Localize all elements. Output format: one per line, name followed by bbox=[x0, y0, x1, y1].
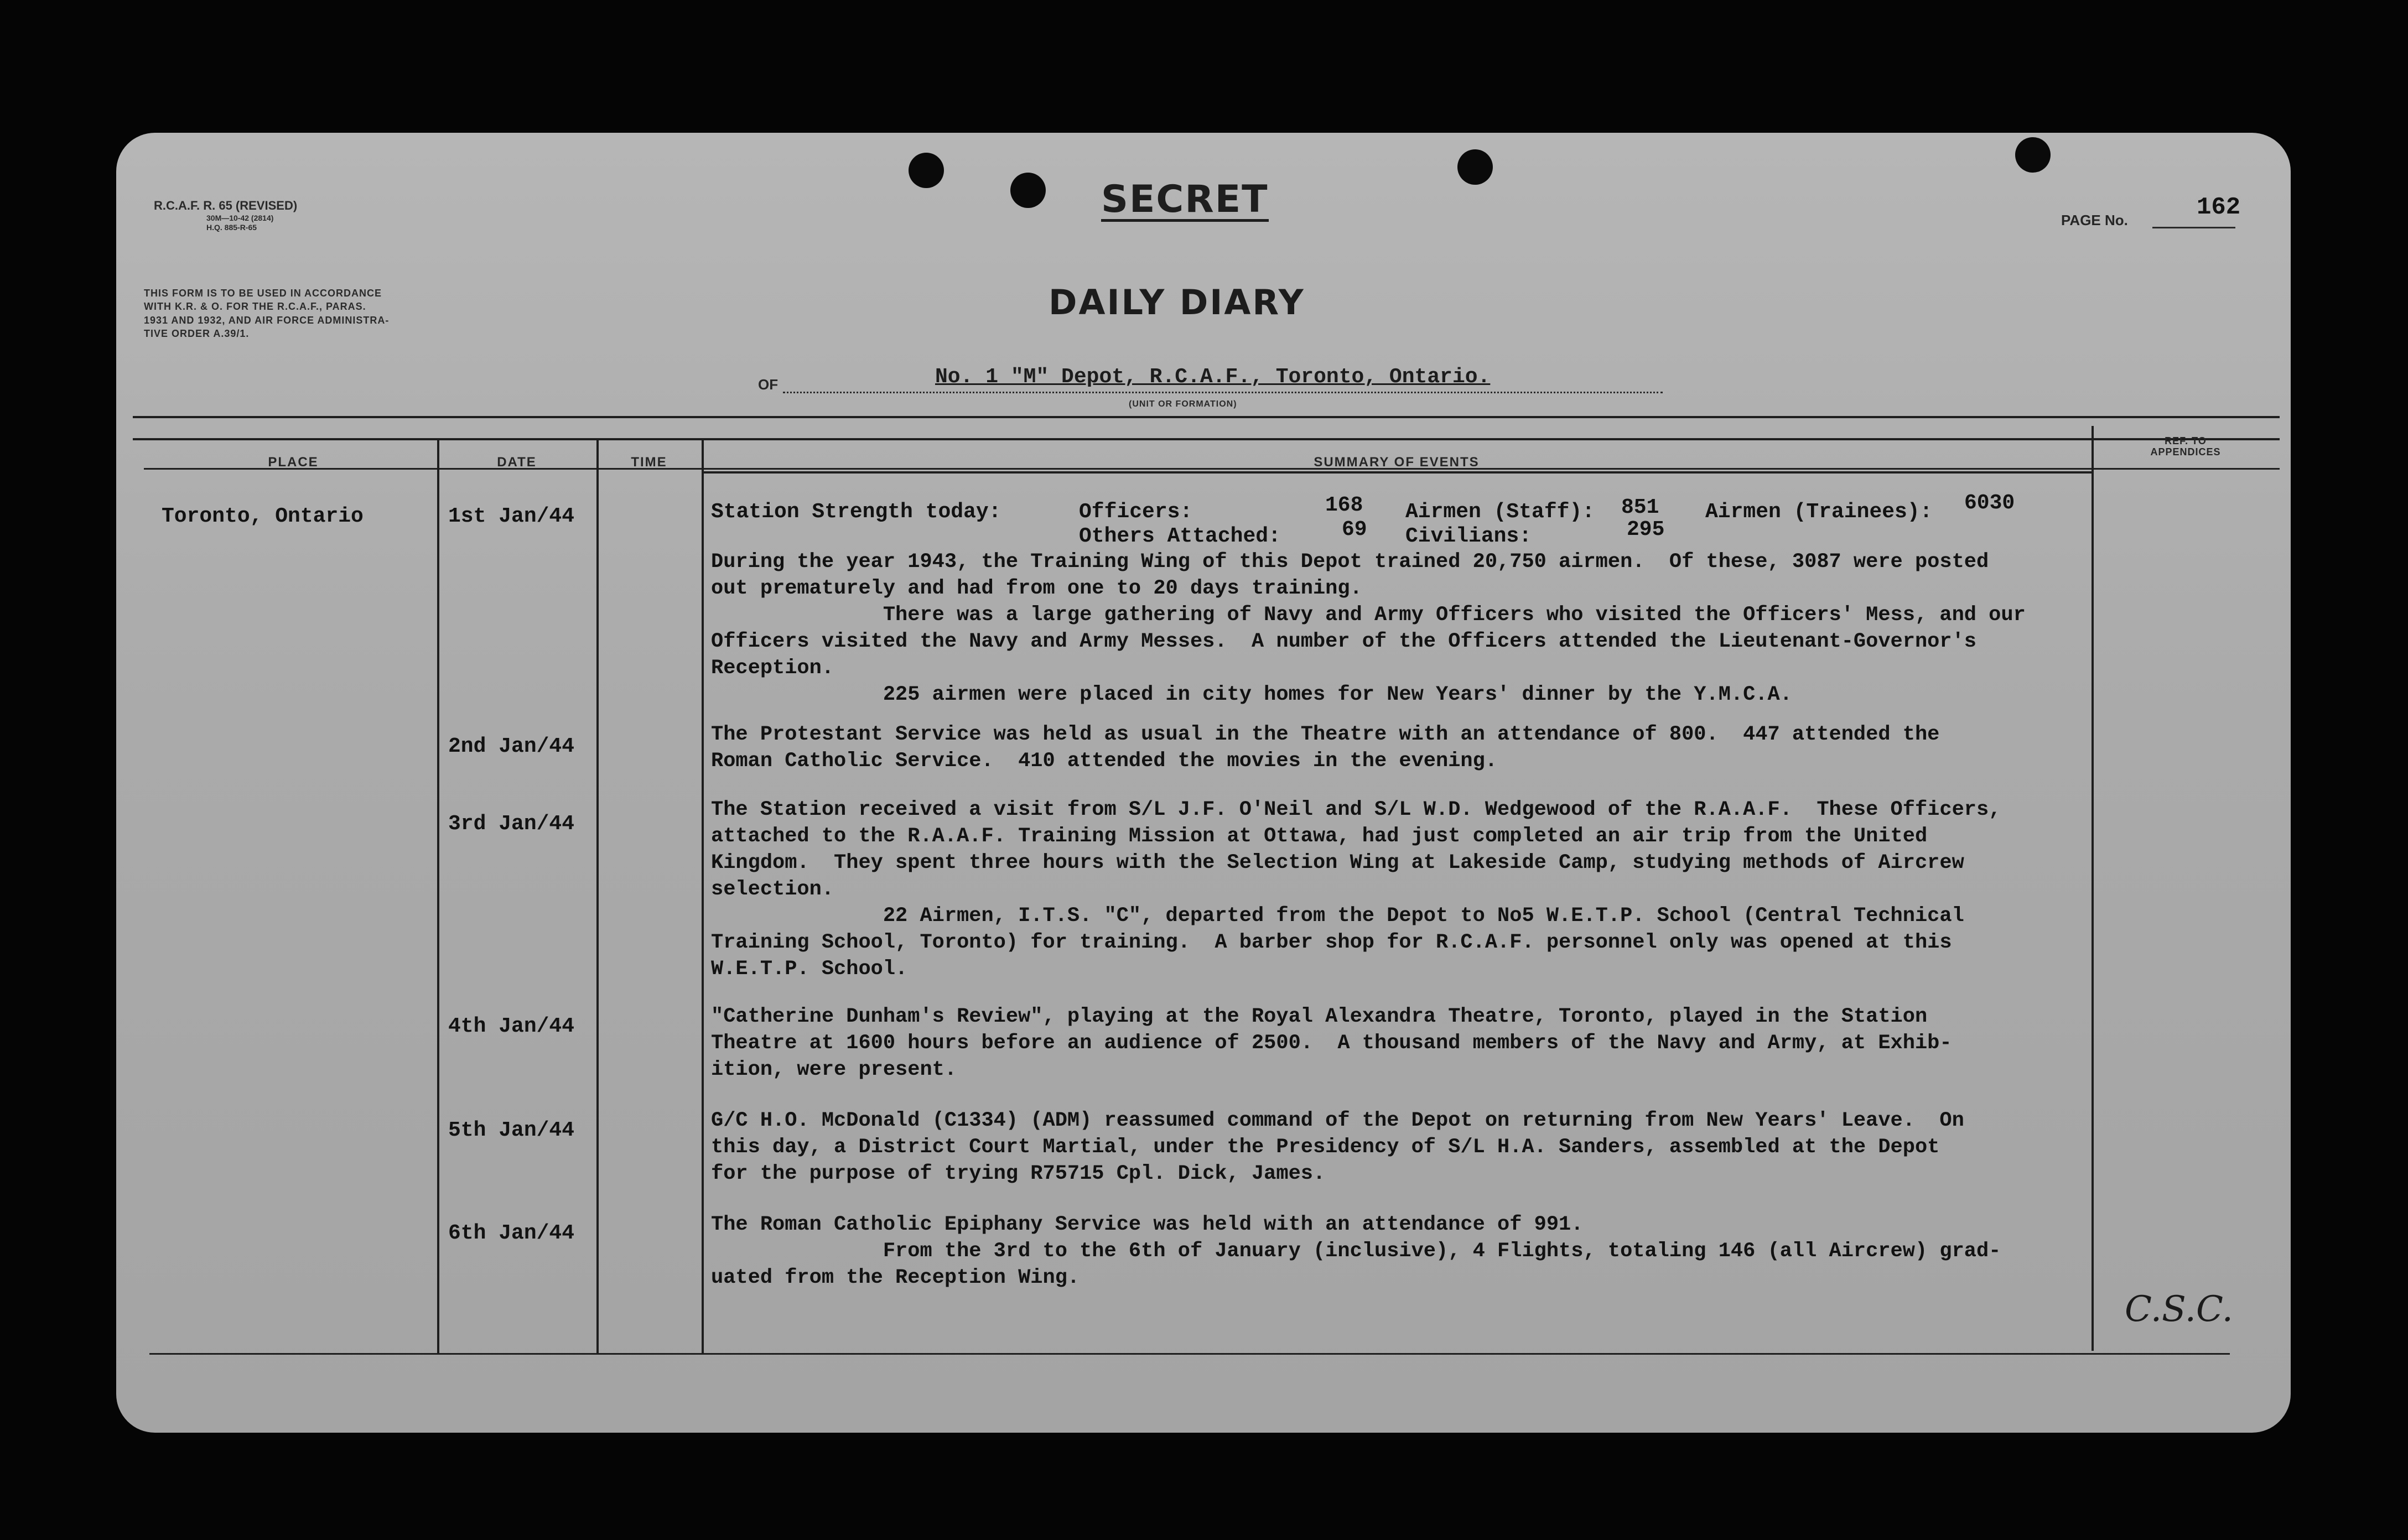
entry-summary: G/C H.O. McDonald (C1334) (ADM) reassumed command of the Depot on returning from New Years' Leave. On this day, a District Court Martial, under the Presidency of S/L H.A. Sanders, assembled at the Depot for the purpose of trying R75715 Cpl. Dick, James. bbox=[711, 1109, 1964, 1185]
column-header-time: TIME bbox=[631, 455, 667, 470]
entry-date: 1st Jan/44 bbox=[448, 504, 575, 528]
unit-of-label: OF bbox=[758, 376, 779, 393]
column-divider bbox=[437, 438, 439, 1354]
entry-summary: The Station received a visit from S/L J.F. O'Neil and S/L W.D. Wedgewood of the R.A.A.F. These Officers, attached to the R.A.A.F. Training Mission at Ottawa, had just completed an air trip from the United Kingdom. They spent three hours with the Selection Wing at Lakeside Camp, studying methods of Aircrew selection. 22 Airmen, I.T.S. "C", departed from the Depot to No5 W.E.T.P. School (Central Technical Training School, Toronto) for training. A barber shop for R.C.A.F. personnel only was opened at this W.E.T.P. School. bbox=[711, 798, 2001, 981]
entry-summary: The Protestant Service was held as usual in the Theatre with an attendance of 800. 447 attended the Roman Catholic Service. 410 attended the movies in the evening. bbox=[711, 723, 1940, 773]
header-rule bbox=[703, 471, 2092, 474]
others-attached-count: 69 bbox=[1342, 518, 1367, 542]
rule-line bbox=[133, 438, 2280, 440]
strength-label: Station Strength today: bbox=[711, 500, 1001, 524]
unit-name: No. 1 "M" Depot, R.C.A.F., Toronto, Ontario. bbox=[935, 365, 1491, 389]
entry-summary: During the year 1943, the Training Wing of this Depot trained 20,750 airmen. Of these, 3087 were posted out prematurely and had from one to 20 days training. There was a large gathering of Navy and Army Officers who visited the Officers' Mess, and our Officers visited the Navy and Army Messes. A number of the Officers attended the Lieutenant-Governor's Reception. 225 airmen were placed in city homes for New Years' dinner by the Y.M.C.A. bbox=[711, 550, 2026, 706]
airmen-trainees-label: Airmen (Trainees): bbox=[1705, 500, 1933, 524]
punch-hole bbox=[909, 153, 944, 188]
civilians-count: 295 bbox=[1627, 518, 1665, 542]
others-attached-label: Others Attached: bbox=[1079, 524, 1281, 548]
entry-date: 2nd Jan/44 bbox=[448, 735, 575, 758]
entry-date: 4th Jan/44 bbox=[448, 1014, 575, 1038]
form-code-line: H.Q. 885-R-65 bbox=[206, 223, 257, 232]
handwritten-initials: C.S.C. bbox=[2125, 1289, 2233, 1330]
page-title: DAILY DIARY bbox=[1049, 282, 1305, 322]
punch-hole bbox=[1457, 149, 1493, 185]
unit-dotted-line bbox=[783, 392, 1663, 393]
form-code-line: 30M—10-42 (2814) bbox=[206, 213, 274, 222]
page-number: 162 bbox=[2197, 194, 2241, 221]
column-header-date: DATE bbox=[497, 455, 537, 470]
column-header-place: PLACE bbox=[268, 455, 319, 470]
airmen-staff-count: 851 bbox=[1621, 496, 1659, 519]
entry-date: 5th Jan/44 bbox=[448, 1118, 575, 1142]
form-code-line: R.C.A.F. R. 65 (REVISED) bbox=[154, 199, 298, 212]
bottom-rule bbox=[149, 1353, 2230, 1355]
officers-count: 168 bbox=[1325, 493, 1363, 517]
entry-date: 3rd Jan/44 bbox=[448, 812, 575, 836]
airmen-trainees-count: 6030 bbox=[1964, 491, 2015, 515]
place-value: Toronto, Ontario bbox=[162, 504, 364, 528]
officers-label: Officers: bbox=[1079, 500, 1193, 524]
page-number-line bbox=[2152, 227, 2235, 228]
column-divider bbox=[596, 438, 599, 1354]
entry-date: 6th Jan/44 bbox=[448, 1221, 575, 1245]
classification-heading: SECRET bbox=[1101, 178, 1269, 221]
punch-hole bbox=[1010, 173, 1046, 208]
page-number-label: PAGE No. bbox=[2061, 212, 2128, 228]
entry-summary: "Catherine Dunham's Review", playing at the Royal Alexandra Theatre, Toronto, played in the Station Theatre at 1600 hours before an audience of 2500. A thousand members of the Navy and Army, at Exhib- ition, were present. bbox=[711, 1005, 1952, 1081]
civilians-label: Civilians: bbox=[1405, 524, 1532, 548]
diary-form-card bbox=[116, 133, 2291, 1433]
column-header-summary: SUMMARY OF EVENTS bbox=[1314, 455, 1480, 470]
airmen-staff-label: Airmen (Staff): bbox=[1405, 500, 1595, 524]
unit-caption: (UNIT OR FORMATION) bbox=[1129, 399, 1237, 409]
column-divider bbox=[702, 438, 704, 1354]
rule-line bbox=[133, 416, 2280, 418]
entry-summary: The Roman Catholic Epiphany Service was held with an attendance of 991. From the 3rd to the 6th of January (inclusive), 4 Flights, totaling 146 (all Aircrew) grad- uated from the Reception Wing. bbox=[711, 1213, 2001, 1289]
punch-hole bbox=[2015, 137, 2051, 173]
form-code bbox=[154, 198, 297, 233]
column-header-ref: REF. TO APPENDICES bbox=[2150, 435, 2221, 457]
form-instructions: THIS FORM IS TO BE USED IN ACCORDANCE WITH K.R. & O. FOR THE R.C.A.F., PARAS. 1931 AND 1932, AND AIR FORCE ADMINISTRA- TIVE ORDER A.39/1. bbox=[144, 288, 390, 339]
